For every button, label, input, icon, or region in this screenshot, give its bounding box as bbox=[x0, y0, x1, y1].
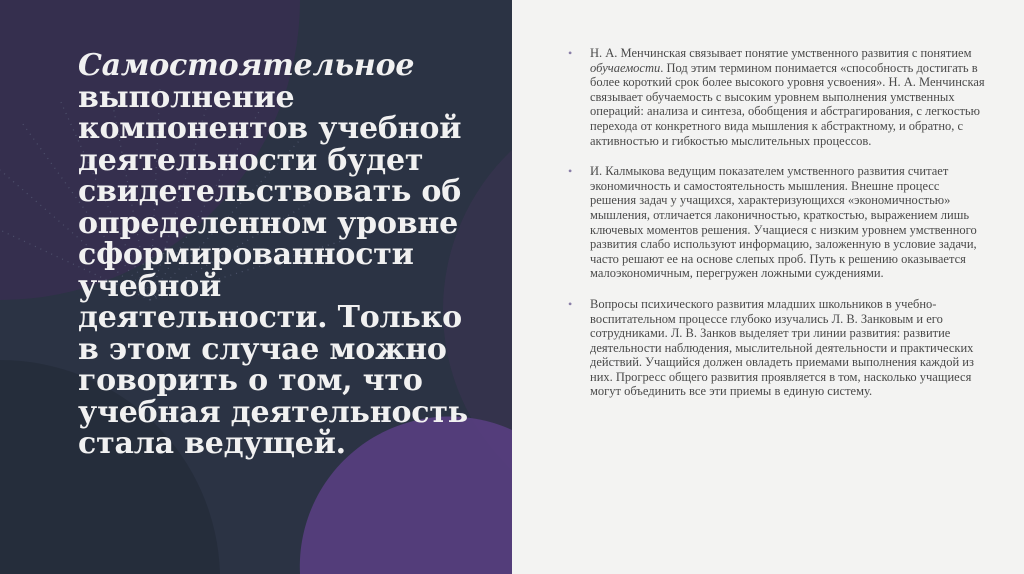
bullet-text: И. Калмыкова ведущим показателем умственного развития считает экономичность и самостоятельность мышления. Внешне процесс решения задач у учащихся, характеризующихся «экономичностью» мышления, отличается лаконичностью, краткостью, выражением лишь ключевых моментов решения. Учащиеся с низким уровнем умственного развития слабо используют информацию, заложенную в условие задачи, часто решают ее на основе слепых проб. Путь к решению оказывается малоэкономичным, перегружен ложными суждениями. bbox=[590, 164, 977, 281]
bullet-icon: • bbox=[568, 46, 573, 60]
bullet-icon: • bbox=[568, 164, 573, 179]
slide-heading bbox=[78, 50, 478, 460]
bullet-item-kalmykova bbox=[568, 164, 988, 281]
heading-text: выполнение компонентов учебной деятельности будет свидетельствовать об определенном уровне сформированности учебной деятельности. Только в этом случае можно говорить о том, что учебная деятельность стала ведущей. bbox=[78, 79, 468, 461]
bullet-text: Н. А. Менчинская связывает понятие умственного развития с понятием bbox=[590, 46, 972, 60]
bullet-text-cont: . Под этим термином понимается «способность достигать в более короткий срок более высокого уровня усвоения». Н. А. Менчинская связывает обучаемость с высоким уровнем выполнения умственных операций: анализа и синтеза, обобщения и абстрагирования, с легкостью перехода от конкретного вида мышления к абстрактному, и обратно, с активностью и гибкостью мыслительных процессов. bbox=[590, 60, 985, 148]
bullet-item-menchinskaya bbox=[568, 46, 988, 148]
bullet-list bbox=[568, 46, 988, 415]
right-panel bbox=[512, 0, 1024, 574]
bullet-text: Вопросы психического развития младших школьников в учебно-воспитательном процессе глубоко изучались Л. В. Занковым и его сотрудниками. Л. В. Занков выделяет три линии развития: развитие деятельности наблюдения, мыслительной деятельности и практических действий. Учащийся должен овладеть приемами выполнения каждой из них. Прогресс общего развития проявляется в том, насколько учащиеся могут объединить все эти приемы в единую систему. bbox=[590, 296, 974, 399]
bullet-icon: • bbox=[568, 296, 573, 311]
bullet-item-zankov bbox=[568, 297, 988, 399]
heading-italic-word: Самостоятельное bbox=[78, 48, 415, 83]
bullet-italic-term: обучаемости bbox=[590, 60, 661, 75]
